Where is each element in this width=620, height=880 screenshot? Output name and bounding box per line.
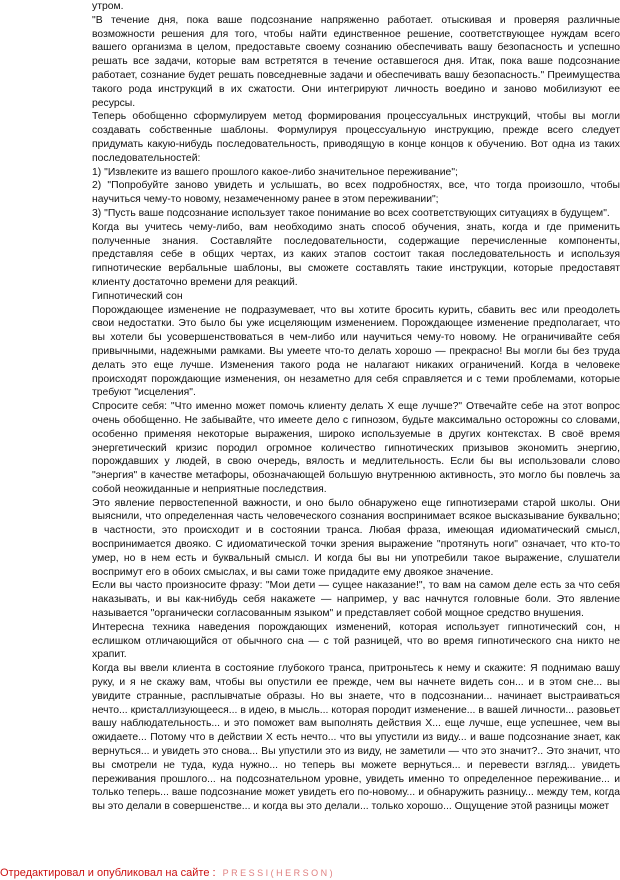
footer-credit (0, 866, 620, 880)
footer-label: Отредактировал и опубликовал на сайте (0, 867, 210, 879)
paragraph: Спросите себя: "Что именно может помочь клиенту делать X еще лучше?" Отвечайте себе на этот вопрос очень обобщенно. Не забывайте, что имеете дело с гипнозом, будьте максимально осторожны со словами, особенно применяя некоторые выражения, широко используемые в других контекстах. В своё время энергетический кризис породил огромное количество гипнотических призывов экономить энергию, порождавших у людей, в свою очередь, вялость и медлительность. Если бы вы использовали слово "энергия" в качестве метафоры, обозначающей большую внутреннюю активность, это могло бы повлечь за собой неожиданные и неприятные последствия. (92, 401, 620, 495)
paragraph: 3) "Пусть ваше подсознание использует такое понимание во всех соответствующих ситуациях в будущем". (92, 207, 610, 219)
paragraph: Это явление первостепенной важности, и оно было обнаружено еще гипнотизерами старой школы. Они выяснили, что определенная часть человеческого сознания воспринимает всякое высказывание буквально; в частности, это происходит и в состоянии транса. Любая фраза, имеющая идиоматический смысл, воспринимается двояко. С идиоматической точки зрения выражение "протянуть ноги" означает, что кто-то умер, но в нем есть и буквальный смысл. И когда бы вы ни употребили такое выражение, слушатели воспримут его в обоих смыслах, и вы сами тоже придадите ему двоякое значение. (92, 497, 620, 578)
paragraph: 2) "Попробуйте заново увидеть и услышать, во всех подробностях, все, что тогда произошло, чтобы научиться чему-то новому, незамеченному ранее в этом переживании"; (92, 180, 620, 206)
paragraph: Теперь обобщенно сформулируем метод формирования процессуальных инструкций, чтобы вы могли создавать собственные шаблоны. Формулируя процессуальную инструкцию, прежде всего следует придумать какую-нибудь последовательность, приводящую в конце концов к обучению. Вот одна из таких последовательностей: (92, 111, 620, 164)
footer-site-link[interactable]: PRESSI(HERSON) (222, 868, 336, 878)
paragraph: 1) "Извлеките из вашего прошлого какое-либо значительное переживание"; (92, 166, 458, 178)
section-heading: Гипнотический сон (92, 290, 183, 302)
paragraph: Когда вы ввели клиента в состояние глубокого транса, притроньтесь к нему и скажите: Я поднимаю вашу руку, и я не скажу вам, чтобы вы опустили ее прежде, чем вы начнете видеть сон... и в этом сне... вы увидите странные, расплывчатые образы. Но вы знаете, что в подсознании... начинает выстраиваться нечто... кристаллизующееся... в идею, в мысль... которая породит изменение... в вашей личности... разовьет вашу наблюдательность... и это поможет вам выполнять действия X... еще лучше, еще успешнее, чем вы ожидаете... Потому что в действии X есть нечто... что вы упустили из виду... и ваше подсознание знает, как вернуться... и увидеть это снова... Вы упустили это из виду, не заметили — что это значит?.. Это значит, что вы смотрели не туда, куда нужно... но теперь вы можете вернуться... и перевести взгляд... увидеть переживания прошлого... на подсознательном уровне, увидеть именно то определенное переживание... и только теперь... ваше подсознание может увидеть его по-новому... и обнаружить разницу... между тем, когда вы это делали в совершенстве... и когда вы это делали... только хорошо... Ощущение этой разницы может (92, 663, 620, 813)
paragraph: Если вы часто произносите фразу: "Мои дети — сущее наказание!", то вам на самом деле есть за что себя наказывать, и вы как-нибудь себя накажете — например, у вас начнутся головные боли. Это явление называется "органически согласованным языком" и представляет собой мощное средство внушения. (92, 580, 620, 620)
paragraph: "В течение дня, пока ваше подсознание напряженно работает. отыскивая и проверяя различные возможности решения для того, чтобы найти единственное решение, соответствующее нуждам всего вашего организма в целом, предоставьте своему сознанию обеспечивать вашу безопасность и успешно решать все задачи, которые вам встретятся в течение оставшегося дня. Итак, пока ваше подсознание работает, сознание будет решать повседневные задачи и обеспечивать вашу безопасность." Преимущества такого рода инструкций в их сжатости. Они интегрируют личность воедино и заново мобилизуют ее ресурсы. (92, 14, 620, 109)
footer-separator: : (212, 867, 216, 879)
paragraph: Интересна техника наведения порождающих изменений, которая использует гипнотический сон, н еслишком отличающийся от обычного сна — с той разницей, что во время гипнотического сна никто не храпит. (92, 621, 620, 661)
paragraph: Порождающее изменение не подразумевает, что вы хотите бросить курить, сбавить вес или преодолеть свои недостатки. Это было бы уже исцеляющим изменением. Порождающее изменение предполагает, что вы хотели бы усовершенствоваться в чем-либо или научиться чему-то новому. Не ограничивайте себя привычными, надежными рамками. Вы умеете что-то делать хорошо — прекрасно! Вы могли бы без труда делать это еще лучше. Изменения такого рода не налагают никаких ограничений. Когда в человеке происходят порождающие изменения, он незаметно для себя справляется и с теми проблемами, которые требуют "исцеления". (92, 304, 620, 399)
paragraph: Когда вы учитесь чему-либо, вам необходимо знать способ обучения, знать, когда и где применить полученные знания. Составляйте последовательности, содержащие перечисленные компоненты, представляя себе в общих чертах, из каких этапов состоит такая последовательность и используя гипнотические вербальные шаблоны, вы сможете составлять такие инструкции, которые предоставят клиенту достаточно времени для реакций. (92, 221, 620, 288)
paragraph: утром. (92, 1, 124, 12)
document-page (92, 0, 620, 814)
